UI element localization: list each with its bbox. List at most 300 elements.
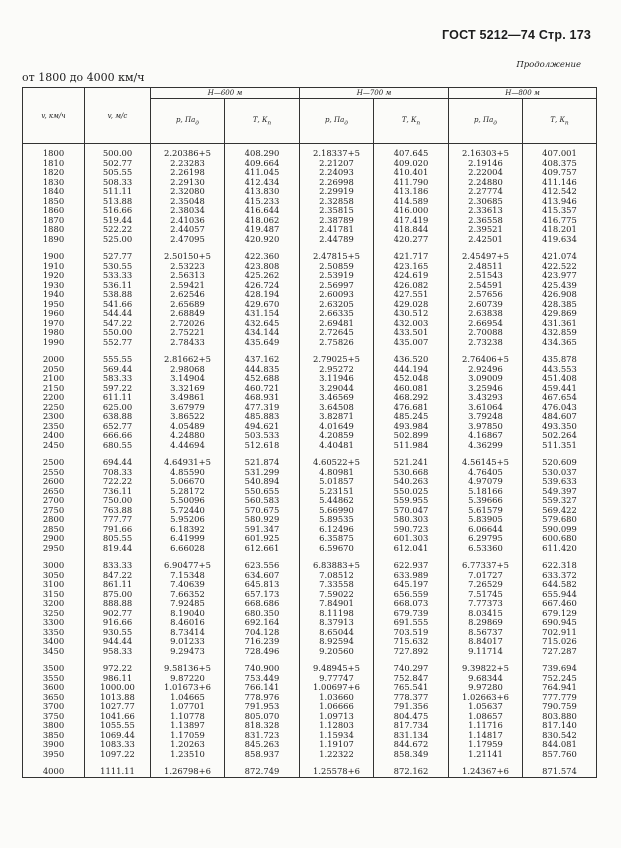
table-cell: 2.35048 [151, 197, 225, 207]
table-cell: 2200 [23, 393, 85, 403]
table-cell: 412.542 [523, 187, 597, 197]
table-cell: 426.082 [374, 281, 449, 291]
table-cell: 5.50096 [151, 496, 225, 506]
table-cell: 1840 [23, 187, 85, 197]
table-cell: 1083.33 [85, 740, 151, 750]
table-cell: 2.18337+5 [300, 144, 374, 159]
table-cell: 858.349 [374, 750, 449, 760]
table-cell: 1.17059 [151, 731, 225, 741]
table-cell: 413.186 [374, 187, 449, 197]
table-cell: 715.026 [523, 637, 597, 647]
table-cell: 2350 [23, 422, 85, 432]
table-cell: 2.26998 [300, 178, 374, 188]
table-cell: 716.239 [225, 637, 300, 647]
table-cell: 5.66990 [300, 506, 374, 516]
table-cell: 644.582 [523, 580, 597, 590]
table-cell: 1.05637 [449, 702, 523, 712]
table-cell: 423.808 [225, 262, 300, 272]
table-cell: 4.60522+5 [300, 458, 374, 468]
table-cell: 1890 [23, 235, 85, 245]
table-cell: 2.68849 [151, 309, 225, 319]
table-cell: 468.292 [374, 393, 449, 403]
table-cell: 2.79025+5 [300, 355, 374, 365]
table-cell: 8.92594 [300, 637, 374, 647]
table-cell: 8.73414 [151, 628, 225, 638]
table-cell: 4.24880 [151, 431, 225, 441]
table-cell: 638.88 [85, 412, 151, 422]
table-cell: 1.13897 [151, 721, 225, 731]
table-cell: 791.66 [85, 525, 151, 535]
table-cell: 625.00 [85, 403, 151, 413]
table-cell: 2.75221 [151, 328, 225, 338]
table-cell: 1850 [23, 197, 85, 207]
table-cell: 1.20263 [151, 740, 225, 750]
table-cell: 1.22322 [300, 750, 374, 760]
table-cell: 2.26198 [151, 168, 225, 178]
table-cell: 580.303 [374, 515, 449, 525]
table-cell: 511.351 [523, 441, 597, 451]
table-cell: 9.39822+5 [449, 664, 523, 674]
table-cell: 679.739 [374, 609, 449, 619]
table-cell: 429.869 [523, 309, 597, 319]
table-cell: 590.099 [523, 525, 597, 535]
table-cell: 2.59421 [151, 281, 225, 291]
table-cell: 579.680 [523, 515, 597, 525]
table-cell: 1810 [23, 159, 85, 169]
table-cell: 544.44 [85, 309, 151, 319]
table-cell: 422.522 [523, 262, 597, 272]
table-cell: 493.350 [523, 422, 597, 432]
table-cell: 432.003 [374, 319, 449, 329]
table-cell: 6.77337+5 [449, 561, 523, 571]
table-cell: 778.377 [374, 693, 449, 703]
table-cell: 476.043 [523, 403, 597, 413]
table-cell: 2.70088 [449, 328, 523, 338]
table-cell: 7.66352 [151, 590, 225, 600]
table-cell: 2.42501 [449, 235, 523, 245]
table-cell: 3.79248 [449, 412, 523, 422]
table-cell: 1.17959 [449, 740, 523, 750]
table-cell: 791.356 [374, 702, 449, 712]
table-cell: 1.10778 [151, 712, 225, 722]
table-cell: 410.401 [374, 168, 449, 178]
table-cell: 727.892 [374, 647, 449, 657]
table-cell: 5.06670 [151, 477, 225, 487]
table-cell: 9.20560 [300, 647, 374, 657]
table-cell: 516.66 [85, 206, 151, 216]
table-cell: 8.29869 [449, 618, 523, 628]
table-cell: 5.44862 [300, 496, 374, 506]
table-cell: 818.328 [225, 721, 300, 731]
table-cell: 844.672 [374, 740, 449, 750]
table-cell: 419.634 [523, 235, 597, 245]
table-cell: 600.680 [523, 534, 597, 544]
table-cell: 858.937 [225, 750, 300, 760]
table-cell: 511.11 [85, 187, 151, 197]
table-cell: 3950 [23, 750, 85, 760]
table-cell: 819.44 [85, 544, 151, 554]
table-cell: 727.287 [523, 647, 597, 657]
table-cell: 538.88 [85, 290, 151, 300]
table-cell: 2.35815 [300, 206, 374, 216]
table-cell: 6.90477+5 [151, 561, 225, 571]
table-cell: 2.47815+5 [300, 252, 374, 262]
table-cell: 5.28172 [151, 487, 225, 497]
table-cell: 902.77 [85, 609, 151, 619]
table-cell: 423.165 [374, 262, 449, 272]
table-cell: 416.000 [374, 206, 449, 216]
table-cell: 536.11 [85, 281, 151, 291]
table-cell: 1.14817 [449, 731, 523, 741]
table-cell: 570.675 [225, 506, 300, 516]
table-cell: 9.01233 [151, 637, 225, 647]
table-cell: 622.318 [523, 561, 597, 571]
table-cell: 1041.66 [85, 712, 151, 722]
table-cell: 2.23283 [151, 159, 225, 169]
table-cell: 861.11 [85, 580, 151, 590]
page-number: Стр. 173 [538, 28, 591, 42]
table-cell: 1.19107 [300, 740, 374, 750]
table-cell: 4.36299 [449, 441, 523, 451]
table-cell: 409.757 [523, 168, 597, 178]
table-cell: 415.357 [523, 206, 597, 216]
table-cell: 875.00 [85, 590, 151, 600]
table-cell: 790.759 [523, 702, 597, 712]
table-cell: 831.134 [374, 731, 449, 741]
table-cell: 409.664 [225, 159, 300, 169]
table-cell: 550.00 [85, 328, 151, 338]
table-cell: 413.946 [523, 197, 597, 207]
table-cell: 7.40639 [151, 580, 225, 590]
table-cell: 805.55 [85, 534, 151, 544]
table-cell: 5.83905 [449, 515, 523, 525]
table-cell: 3250 [23, 609, 85, 619]
table-cell: 612.661 [225, 544, 300, 554]
table-cell: 4.64931+5 [151, 458, 225, 468]
table-cell: 1055.55 [85, 721, 151, 731]
table-cell: 2.75826 [300, 338, 374, 348]
table-cell: 1.09713 [300, 712, 374, 722]
table-cell: 1970 [23, 319, 85, 329]
table-cell: 703.519 [374, 628, 449, 638]
table-cell: 1.01673+6 [151, 683, 225, 693]
table-cell: 2100 [23, 374, 85, 384]
table-cell: 7.92485 [151, 599, 225, 609]
table-cell: 477.319 [225, 403, 300, 413]
table-cell: 2.16303+5 [449, 144, 523, 159]
table-cell: 1.07701 [151, 702, 225, 712]
table-cell: 2.63838 [449, 309, 523, 319]
table-cell: 1900 [23, 252, 85, 262]
table-row [23, 750, 597, 760]
table-cell: 413.830 [225, 187, 300, 197]
table-cell: 411.045 [225, 168, 300, 178]
table-body [23, 144, 597, 778]
table-cell: 3300 [23, 618, 85, 628]
table-cell: 5.72440 [151, 506, 225, 516]
table-cell: 1069.44 [85, 731, 151, 741]
table-cell: 692.164 [225, 618, 300, 628]
table-cell: 7.15348 [151, 571, 225, 581]
table-cell: 2.53223 [151, 262, 225, 272]
table-cell: 2.62546 [151, 290, 225, 300]
table-cell: 494.621 [225, 422, 300, 432]
table-cell: 9.48945+5 [300, 664, 374, 674]
table-cell: 3.46569 [300, 393, 374, 403]
table-cell: 422.360 [225, 252, 300, 262]
table-cell: 429.028 [374, 300, 449, 310]
table-cell: 3.61064 [449, 403, 523, 413]
table-cell: 656.559 [374, 590, 449, 600]
table-cell: 722.22 [85, 477, 151, 487]
table-cell: 764.941 [523, 683, 597, 693]
table-cell: 460.721 [225, 384, 300, 394]
table-cell: 511.984 [374, 441, 449, 451]
table-cell: 6.83883+5 [300, 561, 374, 571]
table-cell: 2.44789 [300, 235, 374, 245]
table-cell: 2.44057 [151, 225, 225, 235]
table-cell: 690.945 [523, 618, 597, 628]
table-cell: 559.327 [523, 496, 597, 506]
table-cell: 459.441 [523, 384, 597, 394]
table-cell: 740.900 [225, 664, 300, 674]
table-cell: 645.197 [374, 580, 449, 590]
table-cell: 408.375 [523, 159, 597, 169]
table-cell: 2.76406+5 [449, 355, 523, 365]
table-cell: 468.931 [225, 393, 300, 403]
table-cell: 1980 [23, 328, 85, 338]
table-cell: 411.790 [374, 178, 449, 188]
table-cell: 569.44 [85, 365, 151, 375]
table-cell: 407.645 [374, 144, 449, 159]
table-cell: 4.76405 [449, 468, 523, 478]
table-cell: 485.245 [374, 412, 449, 422]
table-cell: 4000 [23, 767, 85, 777]
table-cell: 530.668 [374, 468, 449, 478]
table-cell: 4.85590 [151, 468, 225, 478]
table-cell: 500.00 [85, 144, 151, 159]
table-cell: 4.01649 [300, 422, 374, 432]
table-cell: 2.66335 [300, 309, 374, 319]
table-cell: 503.533 [225, 431, 300, 441]
table-cell: 1880 [23, 225, 85, 235]
table-cell: 550.655 [225, 487, 300, 497]
table-cell: 9.97280 [449, 683, 523, 693]
table-cell: 591.347 [225, 525, 300, 535]
table-cell: 512.618 [225, 441, 300, 451]
table-cell: 2.53919 [300, 271, 374, 281]
table-cell: 857.760 [523, 750, 597, 760]
table-cell: 1.03660 [300, 693, 374, 703]
table-cell: 437.162 [225, 355, 300, 365]
table-cell: 652.77 [85, 422, 151, 432]
table-cell: 830.542 [523, 731, 597, 741]
table-cell: 845.263 [225, 740, 300, 750]
table-cell: 691.555 [374, 618, 449, 628]
table-cell: 1.06666 [300, 702, 374, 712]
table-cell: 7.26529 [449, 580, 523, 590]
table-cell: 3550 [23, 674, 85, 684]
table-cell: 502.77 [85, 159, 151, 169]
table-cell: 521.241 [374, 458, 449, 468]
standard-number: ГОСТ 5212—74 [442, 28, 536, 42]
table-row [23, 235, 597, 245]
table-cell: 2.21207 [300, 159, 374, 169]
table-cell: 2150 [23, 384, 85, 394]
table-cell: 3750 [23, 712, 85, 722]
table-cell: 777.779 [523, 693, 597, 703]
table-cell: 6.35875 [300, 534, 374, 544]
table-cell: 2900 [23, 534, 85, 544]
table-cell: 550.025 [374, 487, 449, 497]
table-cell: 4.40481 [300, 441, 374, 451]
table-cell: 2.54591 [449, 281, 523, 291]
table-cell: 1097.22 [85, 750, 151, 760]
table-cell: 3050 [23, 571, 85, 581]
table-cell: 423.977 [523, 271, 597, 281]
table-cell: 552.77 [85, 338, 151, 348]
col-header-pd-700: р, $Па_д$ [300, 99, 374, 144]
table-cell: 3.97850 [449, 422, 523, 432]
col-header-t-600: Т, $К_п$ [225, 99, 300, 144]
table-cell: 430.512 [374, 309, 449, 319]
continued-label: Продолжение [516, 60, 581, 70]
table-cell: 502.899 [374, 431, 449, 441]
table-cell: 1920 [23, 271, 85, 281]
table-cell: 7.77373 [449, 599, 523, 609]
table-cell: 1.02663+6 [449, 693, 523, 703]
table-cell: 493.984 [374, 422, 449, 432]
table-cell: 916.66 [85, 618, 151, 628]
table-cell: 4.80981 [300, 468, 374, 478]
table-row [23, 767, 597, 777]
table-cell: 1870 [23, 216, 85, 226]
table-cell: 2.45497+5 [449, 252, 523, 262]
table-cell: 1800 [23, 144, 85, 159]
table-cell: 2.41036 [151, 216, 225, 226]
col-header-v-kmh: v, км/ч [23, 88, 85, 144]
table-cell: 1.11716 [449, 721, 523, 731]
col-header-pd-800: р, $Па_д$ [449, 99, 523, 144]
table-cell: 791.953 [225, 702, 300, 712]
table-cell: 484.607 [523, 412, 597, 422]
table-cell: 601.925 [225, 534, 300, 544]
table-cell: 2.78433 [151, 338, 225, 348]
table-cell: 739.694 [523, 664, 597, 674]
table-cell: 426.724 [225, 281, 300, 291]
table-cell: 460.081 [374, 384, 449, 394]
table-cell: 519.44 [85, 216, 151, 226]
col-header-h700: H—700 м [300, 88, 449, 99]
table-cell: 416.775 [523, 216, 597, 226]
table-cell: 750.00 [85, 496, 151, 506]
table-cell: 2.29130 [151, 178, 225, 188]
table-cell: 525.00 [85, 235, 151, 245]
table-cell: 833.33 [85, 561, 151, 571]
table-cell: 3700 [23, 702, 85, 712]
table-cell: 2.41781 [300, 225, 374, 235]
table-cell: 3150 [23, 590, 85, 600]
table-cell: 803.880 [523, 712, 597, 722]
table-cell: 831.723 [225, 731, 300, 741]
table-cell: 1.21141 [449, 750, 523, 760]
table-cell: 583.33 [85, 374, 151, 384]
table-cell: 972.22 [85, 664, 151, 674]
table-cell: 5.89535 [300, 515, 374, 525]
table-cell: 8.11198 [300, 609, 374, 619]
table-cell: 2700 [23, 496, 85, 506]
table-cell: 6.29795 [449, 534, 523, 544]
table-cell: 3.32169 [151, 384, 225, 394]
table-cell: 5.39666 [449, 496, 523, 506]
table-cell: 3.09009 [449, 374, 523, 384]
table-cell: 3400 [23, 637, 85, 647]
table-cell: 1000.00 [85, 683, 151, 693]
table-cell: 580.929 [225, 515, 300, 525]
table-cell: 1013.88 [85, 693, 151, 703]
table-cell: 5.95206 [151, 515, 225, 525]
table-cell: 634.607 [225, 571, 300, 581]
table-cell: 6.41999 [151, 534, 225, 544]
table-cell: 1.26798+6 [151, 767, 225, 777]
table-cell: 844.081 [523, 740, 597, 750]
table-cell: 3.14904 [151, 374, 225, 384]
table-cell: 633.989 [374, 571, 449, 581]
table-cell: 9.68344 [449, 674, 523, 684]
table-cell: 3600 [23, 683, 85, 693]
table-cell: 2.56997 [300, 281, 374, 291]
table-cell: 3350 [23, 628, 85, 638]
table-cell: 2.29919 [300, 187, 374, 197]
table-cell: 4.56145+5 [449, 458, 523, 468]
table-cell: 1.25578+6 [300, 767, 374, 777]
table-cell: 8.03415 [449, 609, 523, 619]
table-cell: 408.290 [225, 144, 300, 159]
table-cell: 9.87220 [151, 674, 225, 684]
table-cell: 3.49861 [151, 393, 225, 403]
table-cell: 414.589 [374, 197, 449, 207]
table-cell: 611.420 [523, 544, 597, 554]
table-cell: 2.30685 [449, 197, 523, 207]
table-cell: 611.11 [85, 393, 151, 403]
table-cell: 2.72645 [300, 328, 374, 338]
table-cell: 428.385 [523, 300, 597, 310]
table-cell: 2600 [23, 477, 85, 487]
table-cell: 1.24367+6 [449, 767, 523, 777]
table-cell: 9.77747 [300, 674, 374, 684]
table-cell: 451.408 [523, 374, 597, 384]
table-cell: 8.46016 [151, 618, 225, 628]
table-cell: 570.047 [374, 506, 449, 516]
table-cell: 8.65044 [300, 628, 374, 638]
table-cell: 715.632 [374, 637, 449, 647]
table-cell: 3.25946 [449, 384, 523, 394]
table-cell: 668.073 [374, 599, 449, 609]
table-cell: 805.070 [225, 712, 300, 722]
col-header-t-800: Т, $К_п$ [523, 99, 597, 144]
table-cell: 2400 [23, 431, 85, 441]
table-cell: 569.422 [523, 506, 597, 516]
table-cell: 427.551 [374, 290, 449, 300]
table-cell: 2.22004 [449, 168, 523, 178]
table-cell: 485.883 [225, 412, 300, 422]
table-cell: 4.05489 [151, 422, 225, 432]
table-cell: 431.154 [225, 309, 300, 319]
col-header-v-ms: v, м/с [85, 88, 151, 144]
table-cell: 426.908 [523, 290, 597, 300]
table-cell: 3000 [23, 561, 85, 571]
table-cell: 2.50859 [300, 262, 374, 272]
